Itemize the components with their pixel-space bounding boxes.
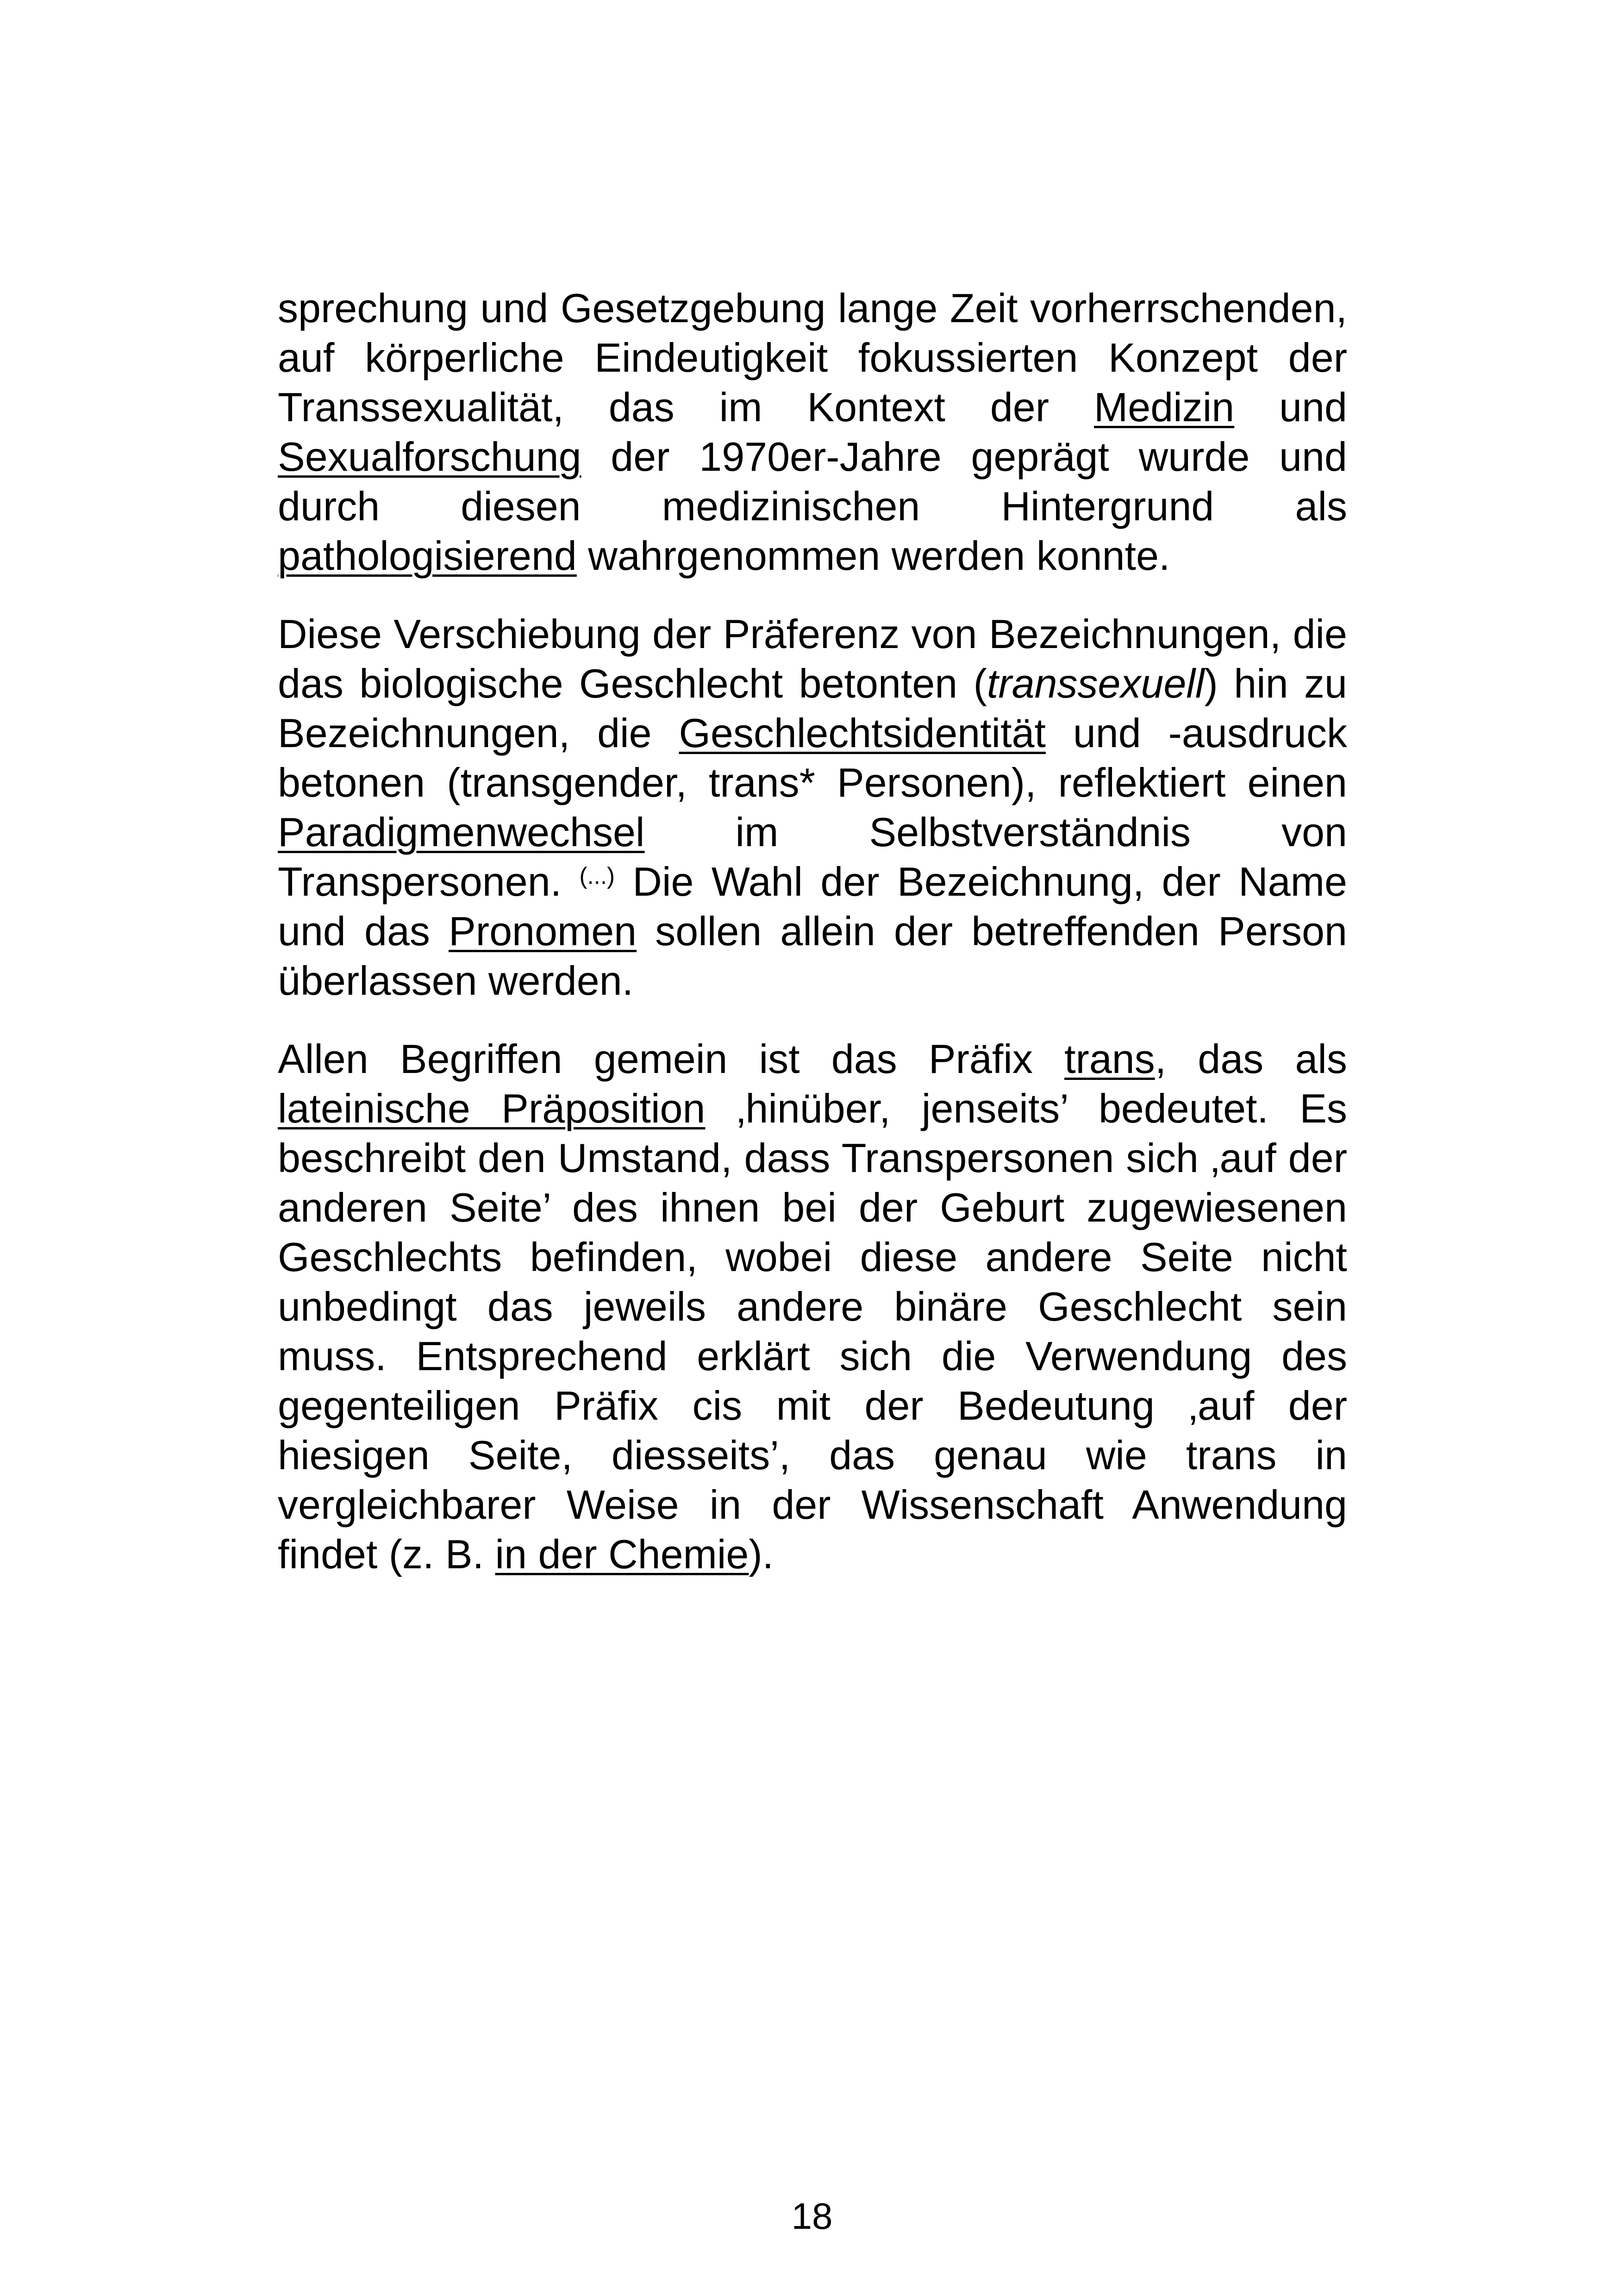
link-text[interactable]: in der Chemie — [495, 1531, 749, 1577]
text-run: ‚hinüber, jenseits’ bedeutet. Es beschreibt den Umstand, dass Transpersonen sich ‚auf der anderen Seite’ des ihnen bei der Geburt zugewiesenen Geschlechts befinden, wobei diese andere Seite nicht unbedingt das jeweils andere binäre Geschlecht sein muss. Entsprechend erklärt sich die Verwendung des gegenteiligen Präfix cis mit der Bedeutung ‚auf der hiesigen Seite, diesseits’, das genau wie trans in vergleichbarer Weise in der Wissenschaft Anwendung findet (z. B. — [278, 1085, 1348, 1577]
text-run: transsexuell — [987, 661, 1205, 706]
link-text[interactable]: Pronomen — [449, 908, 637, 954]
page-number: 18 — [791, 2195, 833, 2237]
link-text[interactable]: Medizin — [1093, 384, 1235, 430]
link-text[interactable]: lateinische Präposition — [278, 1085, 706, 1131]
link-text[interactable]: Geschlechtsidentität — [679, 710, 1046, 756]
text-run: und -ausdruck betonen (transgender, trans* Personen), reflektiert einen — [278, 710, 1347, 805]
link-text[interactable]: pathologisierend — [278, 533, 577, 579]
text-run: Diese Verschiebung der Präferenz von Bezeichnungen, die das biologische Geschlecht betonten ( — [278, 611, 1347, 706]
link-text[interactable]: Sexualforschung — [278, 434, 581, 480]
text-run: im Selbstverständnis von Transpersonen. — [278, 809, 1347, 904]
paragraph-1 — [278, 283, 1347, 580]
link-text[interactable]: trans — [1064, 1036, 1155, 1082]
text-run: , das als — [1155, 1036, 1347, 1082]
text-run: wahrgenommen werden konnte. — [576, 533, 1170, 579]
text-run: der 1970er-Jahre geprägt wurde und durch diesen medizinischen Hintergrund als — [278, 434, 1347, 529]
link-text[interactable]: Paradigmenwechsel — [278, 809, 645, 855]
text-run: ) hin zu Bezeichnungen, die — [278, 661, 1347, 756]
text-run: Die Wahl der Bezeichnung, der Name und das — [278, 859, 1347, 954]
text-column — [278, 283, 1347, 1608]
text-run: sollen allein der betreffenden Person überlassen werden. — [278, 908, 1347, 1004]
text-run: ). — [749, 1531, 774, 1577]
text-run: Allen Begriffen gemein ist das Präfix — [278, 1036, 1065, 1082]
paragraph-3 — [278, 1034, 1347, 1579]
text-run: und — [1234, 384, 1347, 430]
citation-ellipsis: (...) — [579, 862, 615, 889]
paragraph-2 — [278, 609, 1347, 1005]
text-run: sprechung und Gesetzgebung lange Zeit vorherrschenden, auf körperliche Eindeutigkeit fokussierten Konzept der Transsexualität, das im Kontext der — [278, 285, 1347, 430]
